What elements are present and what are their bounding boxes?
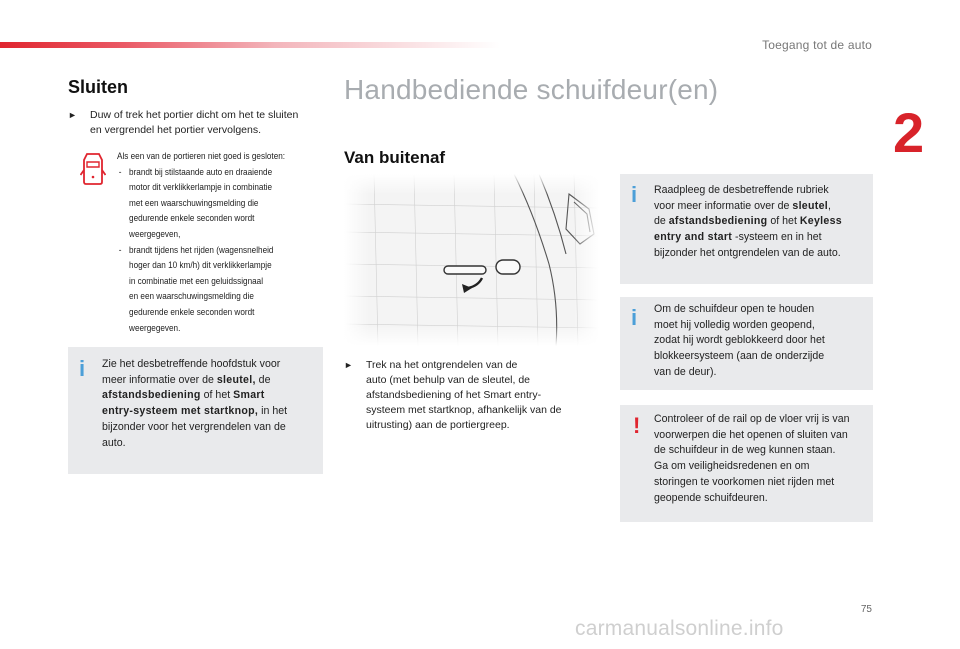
warning-item: - brandt tijdens het rijden (wagensnelheid hoger dan 10 km/h) dit verklikkerlampje in combinatie met een geluidssignaal en een waarschuwingsmelding die gedurende enkele seconden wordt weergegeven. bbox=[118, 244, 274, 334]
warning-note-rail bbox=[620, 405, 873, 522]
door-warning-text bbox=[117, 149, 323, 336]
bullet-text-line: en vergrendel het portier vervolgens. bbox=[90, 124, 262, 136]
info-icon: i bbox=[79, 356, 86, 381]
chapter-title: Toegang tot de auto bbox=[762, 38, 872, 52]
warning-note-text: Controleer of de rail op de vloer vrij is van voorwerpen die het openen of sluiten van de schuifdeur in de weg kunnen staan. Ga om veiligheidsredenen en om storingen te voorkomen niet rijden met geopende schuifdeuren. bbox=[654, 413, 850, 504]
instruction-bullet: ► Trek na het ontgrendelen van de auto (met behulp van de sleutel, de afstandsbediening of het Smart entry- systeem met startknop, afhankelijk van de uitrusting) aan de portiergreep. bbox=[344, 359, 562, 431]
bullet-arrow-icon: ► bbox=[68, 110, 77, 120]
info-note-keyless bbox=[620, 174, 873, 284]
chapter-number: 2 bbox=[893, 101, 925, 164]
bullet-arrow-icon: ► bbox=[344, 360, 353, 370]
instruction-bullet bbox=[68, 108, 328, 138]
section-heading-sluiten: Sluiten bbox=[68, 77, 129, 97]
header-accent-bar bbox=[0, 42, 500, 48]
info-icon: i bbox=[631, 182, 638, 207]
door-open-warning-icon bbox=[80, 152, 106, 186]
info-note-text: Raadpleeg de desbetreffende rubriek voor meer informatie over de sleutel, de afstandsbediening of het Keyless entry and start -systeem en in het bijzonder het ontgrendelen van de auto. bbox=[654, 184, 842, 259]
bullet-text-line: Duw of trek het portier dicht om het te sluiten bbox=[90, 109, 299, 121]
warning-intro: Als een van de portieren niet goed is gesloten: bbox=[117, 151, 286, 162]
info-note-text: Zie het desbetreffende hoofdstuk voor meer informatie over de sleutel, de afstandsbediening of het Smart entry-systeem met startknop, in het bijzonder voor het vergrendelen van de auto. bbox=[102, 358, 288, 449]
info-icon: i bbox=[631, 305, 638, 330]
watermark: carmanualsonline.info bbox=[575, 617, 784, 640]
warning-exclamation-icon: ! bbox=[633, 413, 641, 438]
subsection-heading-van-buitenaf: Van buitenaf bbox=[344, 148, 446, 167]
page-number: 75 bbox=[860, 604, 872, 615]
info-note-door-lock bbox=[620, 297, 873, 390]
section-heading-schuifdeur: Handbediende schuifdeur(en) bbox=[344, 74, 719, 105]
sliding-door-handle-illustration bbox=[344, 174, 599, 346]
warning-item: - brandt bij stilstaande auto en draaiende motor dit verklikkerlampje in combinatie met een waarschuwingsmelding die gedurende enkele seconden wordt weergegeven, bbox=[118, 166, 273, 240]
info-note-key bbox=[68, 347, 323, 474]
info-note-text: Om de schuifdeur open te houden moet hij volledig worden geopend, zodat hij wordt geblokkeerd door het blokkeersysteem (aan de onderzijde van de deur). bbox=[654, 303, 825, 378]
